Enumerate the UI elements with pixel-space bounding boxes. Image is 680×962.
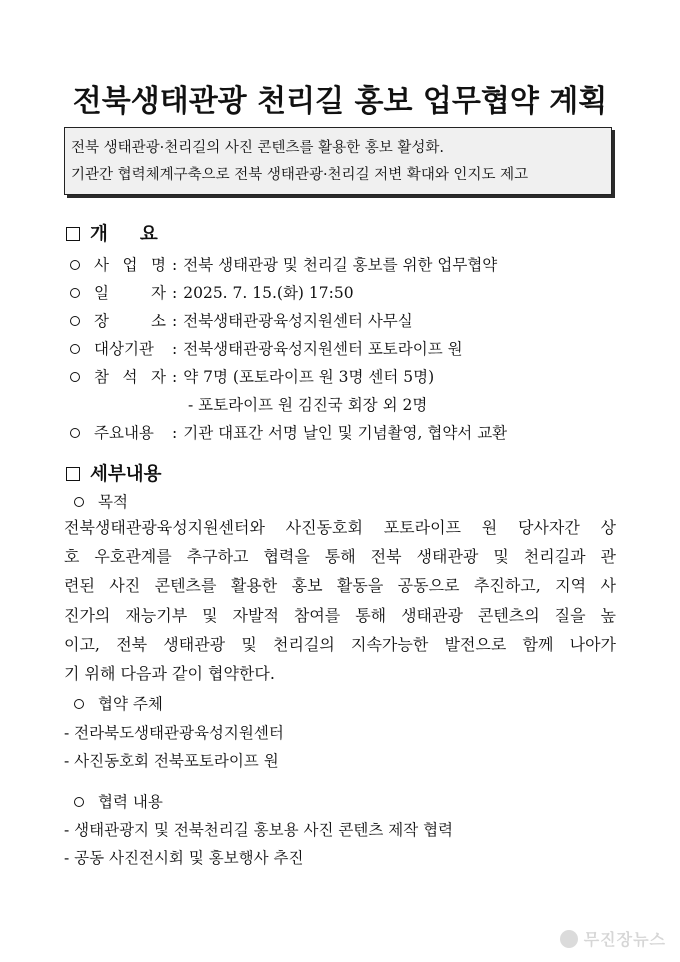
party-item: - 사진동호회 전북포토라이프 원: [64, 752, 279, 770]
summary-line-1: 전북 생태관광·천리길의 사진 콘텐츠를 활용한 홍보 활성화.: [71, 140, 445, 156]
summary-line-2: 기관간 협력체계구축으로 전북 생태관광·천리길 저변 확대와 인지도 제고: [71, 167, 529, 183]
page-title: 전북생태관광 천리길 홍보 업무협약 계획: [72, 84, 608, 119]
purpose-heading: 목적: [74, 490, 128, 512]
circle-bullet-icon: [70, 288, 80, 298]
parties-heading: 협약 주체: [74, 692, 163, 714]
circle-bullet-icon: [70, 260, 80, 270]
circle-bullet-icon: [74, 497, 84, 507]
purpose-line: 호 우호관계를 추구하고 협력을 통해 전북 생태관광 및 천리길과 관: [64, 547, 616, 567]
circle-bullet-icon: [70, 372, 80, 382]
circle-bullet-icon: [70, 316, 80, 326]
watermark: 무진장뉴스: [560, 927, 666, 950]
summary-box: [64, 127, 612, 195]
purpose-line: 전북생태관광육성지원센터와 사진동호회 포토라이프 원 당사자간 상: [64, 518, 616, 537]
coop-item: - 생태관광지 및 전북천리길 홍보용 사진 콘텐츠 제작 협력: [64, 821, 454, 839]
overview-item-target: 대상기관 : 전북생태관광육성지원센터 포토라이프 원: [70, 337, 463, 361]
square-bullet-icon: [66, 467, 80, 481]
party-item: - 전라북도생태관광육성지원센터: [64, 724, 284, 742]
overview-item-name: 사 업 명 : 전북 생태관광 및 천리길 홍보를 위한 업무협약: [70, 253, 497, 277]
overview-item-date: 일 자 : 2025. 7. 15.(화) 17:50: [70, 281, 354, 305]
overview-item-content: 주요내용 : 기관 대표간 서명 날인 및 기념촬영, 협약서 교환: [70, 421, 507, 445]
coop-item: - 공동 사진전시회 및 홍보행사 추진: [64, 849, 304, 867]
circle-bullet-icon: [74, 797, 84, 807]
overview-item-place: 장 소 : 전북생태관광육성지원센터 사무실: [70, 309, 413, 333]
attendee-detail: - 포토라이프 원 김진국 회장 외 2명: [188, 396, 428, 414]
overview-heading: 개 요: [66, 220, 158, 246]
logo-icon: [560, 930, 578, 948]
circle-bullet-icon: [70, 344, 80, 354]
purpose-paragraph: [64, 513, 616, 688]
circle-bullet-icon: [74, 699, 84, 709]
overview-item-attendees: 참 석 자 : 약 7명 (포토라이프 원 3명 센터 5명): [70, 365, 434, 389]
details-heading: 세부내용: [66, 460, 161, 486]
purpose-line: 기 위해 다음과 같이 협약한다.: [64, 664, 275, 684]
purpose-line: 이고, 전북 생태관광 및 천리길의 지속가능한 발전으로 함께 나아가: [64, 634, 616, 654]
square-bullet-icon: [66, 227, 80, 241]
purpose-line: 련된 사진 콘텐츠를 활용한 홍보 활동을 공동으로 추진하고, 지역 사: [64, 576, 616, 596]
circle-bullet-icon: [70, 428, 80, 438]
coop-heading: 협력 내용: [74, 790, 163, 812]
purpose-line: 진가의 재능기부 및 자발적 참여를 통해 생태관광 콘텐츠의 질을 높: [64, 605, 616, 625]
